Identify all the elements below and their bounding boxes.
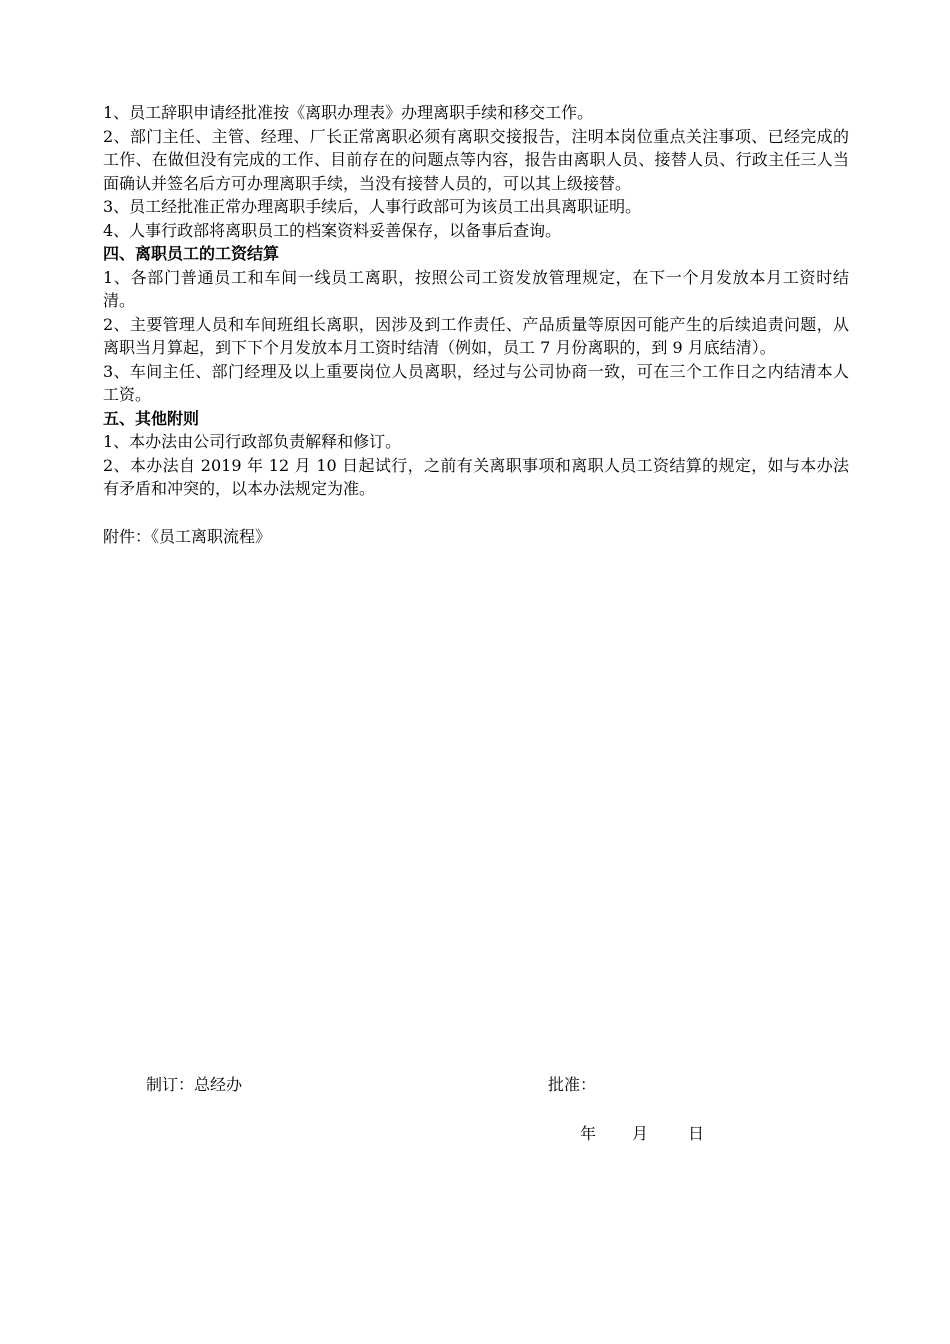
approved-by: 批准： <box>548 1075 597 1094</box>
section4-heading: 四、离职员工的工资结算 <box>103 244 280 263</box>
section4-item-2: 2、主要管理人员和车间班组长离职，因涉及到工作责任、产品质量等原因可能产生的后续追责问题，从离职当月算起，到下下个月发放本月工资时结清（例如，员工 7 月份离职的，到 9 月底结清）。 <box>103 314 849 357</box>
section3-item-2: 2、部门主任、主管、经理、厂长正常离职必须有离职交接报告，注明本岗位重点关注事项、已经完成的工作、在做但没有完成的工作、目前存在的问题点等内容，报告由离职人员、接替人员、行政主任三人当面确认并签名后方可办理离职手续，当没有接替人员的，可以其上级接替。 <box>103 126 849 193</box>
section5-item-2: 2、本办法自 2019 年 12 月 10 日起试行，之前有关离职事项和离职人员工资结算的规定，如与本办法有矛盾和冲突的，以本办法规定为准。 <box>103 455 849 498</box>
section3-item-3: 3、员工经批准正常办理离职手续后，人事行政部可为该员工出具离职证明。 <box>103 197 642 216</box>
section4-item-3: 3、车间主任、部门经理及以上重要岗位人员离职，经过与公司协商一致，可在三个工作日之内结清本人工资。 <box>103 361 849 404</box>
attachment-note: 附件：《员工离职流程》 <box>103 526 272 546</box>
blank-line <box>103 501 849 525</box>
section3-item-1: 1、员工辞职申请经批准按《离职办理表》办理离职手续和移交工作。 <box>103 103 594 122</box>
drafted-by: 制订：总经办 <box>146 1075 243 1094</box>
section5-item-1: 1、本办法由公司行政部负责解释和修订。 <box>103 432 402 451</box>
document-body <box>103 101 849 548</box>
date-year: 年 <box>580 1124 597 1143</box>
date-month: 月 <box>632 1124 649 1143</box>
section3-item-4: 4、人事行政部将离职员工的档案资料妥善保存，以备事后查询。 <box>103 220 562 240</box>
section5-heading: 五、其他附则 <box>103 408 200 428</box>
section4-item-1: 1、各部门普通员工和车间一线员工离职，按照公司工资发放管理规定，在下一个月发放本月工资时结清。 <box>103 267 849 310</box>
date-day: 日 <box>688 1124 705 1143</box>
signature-date <box>580 1122 704 1146</box>
